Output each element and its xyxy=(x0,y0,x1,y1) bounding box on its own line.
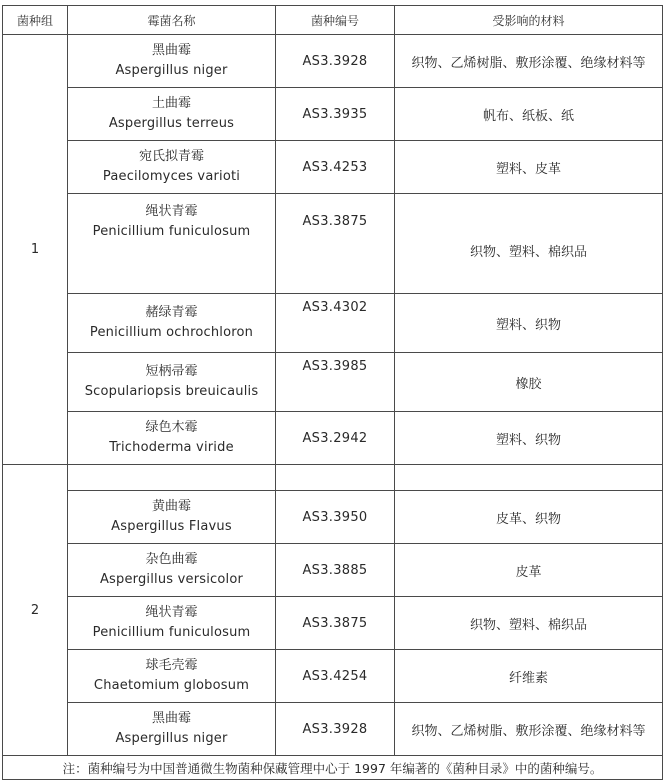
affected-materials: 橡胶 xyxy=(395,353,663,412)
mold-latin-name: Paecilomyces varioti xyxy=(102,169,241,184)
strain-code: AS3.4302 xyxy=(276,294,395,353)
strain-code: AS3.3928 xyxy=(276,703,395,756)
table-row xyxy=(3,294,663,353)
strain-code: AS3.4253 xyxy=(276,141,395,194)
mold-chinese-name: 黑曲霉 xyxy=(151,43,191,58)
header-mold-name: 霉菌名称 xyxy=(68,6,276,35)
mold-name-cell xyxy=(68,35,276,88)
mold-name-cell xyxy=(68,353,276,412)
mold-name-cell xyxy=(68,597,276,650)
mold-chinese-name: 绳状青霉 xyxy=(145,605,198,620)
mold-name-cell xyxy=(68,703,276,756)
strain-code: AS3.3935 xyxy=(276,88,395,141)
strain-code: AS3.2942 xyxy=(276,412,395,465)
mold-name-cell xyxy=(68,194,276,294)
strain-code: AS3.3875 xyxy=(276,194,395,294)
group-label: 1 xyxy=(3,35,68,465)
mold-latin-name: Penicillium ochrochloron xyxy=(89,325,254,340)
mold-chinese-name: 绿色木霉 xyxy=(145,420,198,435)
mold-latin-name: Aspergillus Flavus xyxy=(111,519,232,534)
affected-materials: 织物、乙烯树脂、敷形涂覆、绝缘材料等 xyxy=(395,703,663,756)
table-row xyxy=(3,491,663,544)
mold-latin-name: Aspergillus niger xyxy=(115,731,228,746)
mold-latin-name: Chaetomium globosum xyxy=(93,678,250,693)
group-label: 2 xyxy=(3,465,68,756)
mold-strain-table xyxy=(2,5,663,780)
header-strain-code: 菌种编号 xyxy=(276,6,395,35)
affected-materials: 塑料、皮革 xyxy=(395,141,663,194)
affected-materials xyxy=(395,465,663,491)
strain-code: AS3.3875 xyxy=(276,597,395,650)
affected-materials: 织物、乙烯树脂、敷形涂覆、绝缘材料等 xyxy=(395,35,663,88)
table-row xyxy=(3,88,663,141)
affected-materials: 织物、塑料、棉织品 xyxy=(395,597,663,650)
mold-latin-name: Aspergillus terreus xyxy=(108,116,235,131)
strain-code: AS3.3950 xyxy=(276,491,395,544)
table-row xyxy=(3,650,663,703)
mold-name-cell xyxy=(68,141,276,194)
mold-latin-name: Aspergillus niger xyxy=(115,63,228,78)
mold-name-cell xyxy=(68,650,276,703)
affected-materials: 织物、塑料、棉织品 xyxy=(395,194,663,294)
affected-materials: 皮革 xyxy=(395,544,663,597)
table-row xyxy=(3,141,663,194)
table-row xyxy=(3,412,663,465)
strain-code: AS3.3885 xyxy=(276,544,395,597)
mold-name-cell xyxy=(68,491,276,544)
mold-chinese-name: 杂色曲霉 xyxy=(145,552,198,567)
mold-latin-name: Aspergillus versicolor xyxy=(99,572,244,587)
mold-name-cell xyxy=(68,294,276,353)
mold-chinese-name: 宛氏拟青霉 xyxy=(138,149,204,164)
strain-code: AS3.3928 xyxy=(276,35,395,88)
mold-name-cell xyxy=(68,88,276,141)
mold-chinese-name: 黄曲霉 xyxy=(151,499,191,514)
strain-code: AS3.4254 xyxy=(276,650,395,703)
affected-materials: 帆布、纸板、纸 xyxy=(395,88,663,141)
footnote-row xyxy=(3,756,663,780)
table-row xyxy=(3,353,663,412)
mold-chinese-name: 土曲霉 xyxy=(151,96,191,111)
mold-chinese-name: 绳状青霉 xyxy=(145,204,198,219)
table-row xyxy=(3,597,663,650)
strain-code: AS3.3985 xyxy=(276,353,395,412)
mold-chinese-name: 黑曲霉 xyxy=(151,711,191,726)
mold-latin-name: Penicillium funiculosum xyxy=(92,625,251,640)
header-strain-group: 菌种组 xyxy=(3,6,68,35)
mold-chinese-name: 短柄帚霉 xyxy=(145,364,198,379)
footnote: 注：菌种编号为中国普通微生物菌种保藏管理中心于 1997 年编著的《菌种目录》中的菌种编号。 xyxy=(3,756,663,780)
mold-latin-name: Scopulariopsis breuicaulis xyxy=(84,384,259,399)
header-affected-materials: 受影响的材料 xyxy=(395,6,663,35)
affected-materials: 塑料、织物 xyxy=(395,294,663,353)
table-row xyxy=(3,703,663,756)
mold-name-cell xyxy=(68,412,276,465)
table-row-empty xyxy=(3,465,663,491)
affected-materials: 塑料、织物 xyxy=(395,412,663,465)
strain-code xyxy=(276,465,395,491)
mold-chinese-name: 球毛壳霉 xyxy=(145,658,198,673)
table-row xyxy=(3,35,663,88)
table-row xyxy=(3,544,663,597)
mold-latin-name: Penicillium funiculosum xyxy=(92,224,251,239)
header-row xyxy=(3,6,663,35)
affected-materials: 纤维素 xyxy=(395,650,663,703)
mold-latin-name: Trichoderma viride xyxy=(109,440,234,455)
mold-name-cell xyxy=(68,465,276,491)
mold-chinese-name: 赭绿青霉 xyxy=(145,305,198,320)
affected-materials: 皮革、织物 xyxy=(395,491,663,544)
mold-name-cell xyxy=(68,544,276,597)
table-row xyxy=(3,194,663,294)
